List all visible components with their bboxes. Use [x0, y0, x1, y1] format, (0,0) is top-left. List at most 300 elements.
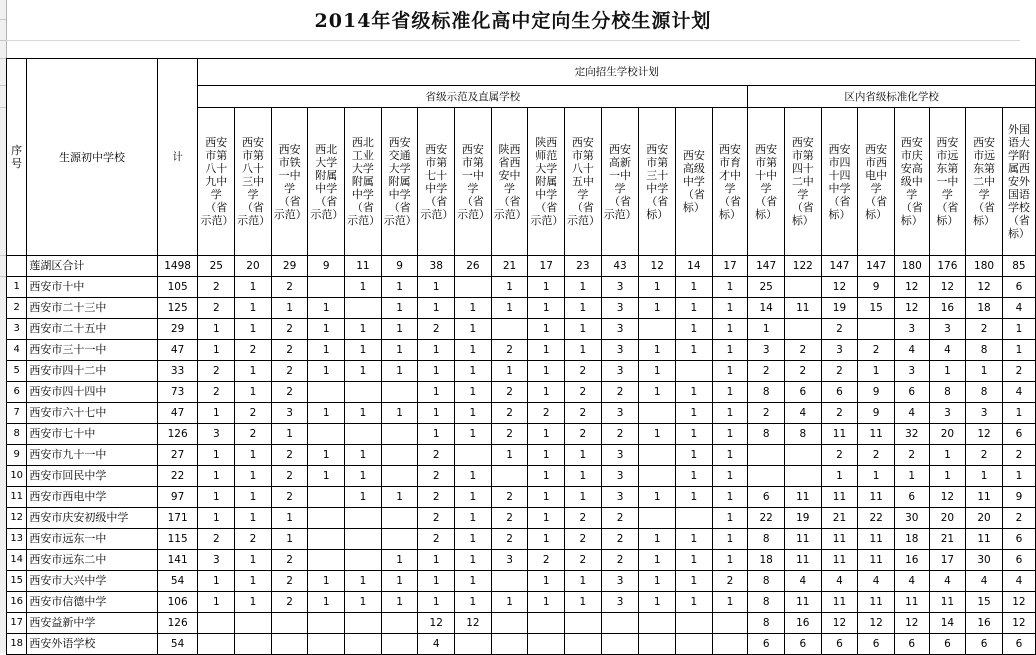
- table-cell: [676, 634, 713, 655]
- table-cell: 4: [929, 340, 966, 361]
- table-cell: [381, 529, 418, 550]
- table-cell: 1: [418, 592, 455, 613]
- table-cell: 1: [198, 403, 235, 424]
- table-cell: 1: [455, 592, 492, 613]
- table-cell: 2: [418, 319, 455, 340]
- row-school-name: 西安市六十七中: [27, 403, 157, 424]
- header-school-12: 西安高新一中学（省示范）: [601, 108, 639, 256]
- table-cell: [455, 634, 492, 655]
- table-cell: 1: [639, 382, 676, 403]
- header-school-18: 西安市四十四中学（省标）: [821, 108, 858, 256]
- row-index: 6: [7, 382, 27, 403]
- row-total: 33: [157, 361, 198, 382]
- table-cell: [528, 634, 565, 655]
- table-cell: [308, 508, 345, 529]
- table-cell: 1: [712, 529, 748, 550]
- table-cell: 1: [381, 550, 418, 571]
- table-cell: 1: [235, 298, 272, 319]
- table-cell: 11: [784, 487, 821, 508]
- table-cell: 1: [455, 424, 492, 445]
- table-cell: 2: [528, 403, 565, 424]
- table-cell: 1: [455, 319, 492, 340]
- table-cell: 6: [894, 634, 929, 655]
- row-school-name: 西安市庆安初级中学: [27, 508, 157, 529]
- table-cell: 4: [821, 571, 858, 592]
- row-school-name: 西安市大兴中学: [27, 571, 157, 592]
- table-cell: 3: [894, 361, 929, 382]
- table-cell: 1: [198, 487, 235, 508]
- table-cell: 1: [271, 508, 308, 529]
- table-cell: 2: [601, 382, 639, 403]
- table-cell: 4: [929, 571, 966, 592]
- table-cell: 2: [271, 319, 308, 340]
- row-index: 16: [7, 592, 27, 613]
- header-school-9: 陕西省西安中学（省示范）: [491, 108, 528, 256]
- table-cell: 11: [821, 529, 858, 550]
- table-cell: 2: [235, 403, 272, 424]
- table-cell: [345, 529, 382, 550]
- table-cell: 1: [565, 592, 602, 613]
- table-cell: [308, 550, 345, 571]
- header-plan: 定向招生学校计划: [198, 59, 1036, 86]
- table-cell: 2: [821, 361, 858, 382]
- table-cell: 2: [198, 298, 235, 319]
- table-cell: [601, 634, 639, 655]
- table-cell: 2: [601, 550, 639, 571]
- table-cell: 3: [601, 319, 639, 340]
- table-cell: 1: [308, 340, 345, 361]
- table-cell: 6: [1002, 277, 1035, 298]
- table-cell: 1: [235, 592, 272, 613]
- table-cell: 1: [712, 277, 748, 298]
- table-row: [7, 340, 1036, 361]
- table-cell: [308, 529, 345, 550]
- table-cell: 2: [271, 361, 308, 382]
- table-row: [7, 634, 1036, 655]
- table-cell: 1: [565, 571, 602, 592]
- total-cell: 12: [639, 256, 676, 277]
- total-cell: 17: [528, 256, 565, 277]
- table-cell: 1: [455, 403, 492, 424]
- table-cell: 2: [565, 424, 602, 445]
- table-cell: 17: [929, 550, 966, 571]
- table-cell: 3: [601, 298, 639, 319]
- row-total: 54: [157, 571, 198, 592]
- table-cell: [676, 613, 713, 634]
- row-index: 18: [7, 634, 27, 655]
- table-cell: 8: [966, 382, 1003, 403]
- header-group-district: 区内省级标准化学校: [748, 86, 1036, 108]
- table-cell: 1: [418, 361, 455, 382]
- table-cell: [198, 613, 235, 634]
- header-school-23: 外国语大学附属西安外国语学校（省标）: [1002, 108, 1035, 256]
- total-cell: 180: [966, 256, 1003, 277]
- table-cell: 1: [528, 571, 565, 592]
- table-cell: 18: [966, 298, 1003, 319]
- table-cell: 4: [784, 571, 821, 592]
- table-cell: 2: [418, 466, 455, 487]
- table-cell: [308, 424, 345, 445]
- table-cell: 1: [528, 424, 565, 445]
- table-cell: 3: [929, 319, 966, 340]
- table-cell: 1: [271, 529, 308, 550]
- table-cell: [712, 613, 748, 634]
- table-cell: 1: [528, 361, 565, 382]
- table-cell: 2: [271, 487, 308, 508]
- table-cell: 2: [271, 382, 308, 403]
- header-school-7: 西安市第七十中学（省示范）: [418, 108, 455, 256]
- row-index: 15: [7, 571, 27, 592]
- row-school-name: 西安市四十四中: [27, 382, 157, 403]
- table-cell: 12: [1002, 613, 1035, 634]
- total-label: 莲湖区合计: [27, 256, 157, 277]
- table-cell: [601, 613, 639, 634]
- table-cell: 2: [418, 508, 455, 529]
- table-cell: 11: [858, 550, 895, 571]
- table-cell: 1: [748, 319, 785, 340]
- table-cell: 21: [929, 529, 966, 550]
- table-cell: [271, 613, 308, 634]
- header-index: 序号: [7, 59, 27, 256]
- table-cell: 6: [1002, 634, 1035, 655]
- row-index: 9: [7, 445, 27, 466]
- table-cell: [381, 613, 418, 634]
- row-total: 141: [157, 550, 198, 571]
- table-cell: 2: [821, 403, 858, 424]
- row-total: 27: [157, 445, 198, 466]
- table-cell: 2: [271, 445, 308, 466]
- table-cell: 3: [601, 592, 639, 613]
- table-cell: 16: [929, 298, 966, 319]
- table-cell: 1: [821, 466, 858, 487]
- table-cell: 12: [858, 613, 895, 634]
- table-cell: 1: [565, 319, 602, 340]
- total-cell: 20: [235, 256, 272, 277]
- table-cell: 1: [712, 445, 748, 466]
- table-cell: 12: [929, 487, 966, 508]
- table-cell: 2: [418, 487, 455, 508]
- table-cell: 3: [271, 403, 308, 424]
- table-cell: 1: [1002, 403, 1035, 424]
- header-source-school: 生源初中学校: [27, 59, 157, 256]
- table-cell: 18: [894, 529, 929, 550]
- table-cell: 1: [235, 466, 272, 487]
- total-cell: 9: [308, 256, 345, 277]
- row-index: 10: [7, 466, 27, 487]
- row-school-name: 西安市远东一中: [27, 529, 157, 550]
- table-cell: [381, 634, 418, 655]
- blank-row: [6, 40, 1020, 59]
- table-cell: 3: [601, 340, 639, 361]
- table-cell: 1: [235, 550, 272, 571]
- table-row: [7, 445, 1036, 466]
- table-cell: 11: [858, 424, 895, 445]
- row-index: 7: [7, 403, 27, 424]
- row-total: 54: [157, 634, 198, 655]
- table-cell: 2: [271, 277, 308, 298]
- table-cell: 1: [639, 529, 676, 550]
- table-cell: [748, 445, 785, 466]
- table-cell: 3: [748, 340, 785, 361]
- header-group-provincial: 省级示范及直属学校: [198, 86, 748, 108]
- row-index: 12: [7, 508, 27, 529]
- table-cell: 1: [308, 319, 345, 340]
- table-cell: [491, 571, 528, 592]
- total-cell: 122: [784, 256, 821, 277]
- table-cell: 6: [858, 634, 895, 655]
- header-school-4: 西北大学附属中学（省示范）: [308, 108, 345, 256]
- table-cell: 1: [345, 592, 382, 613]
- table-cell: 1: [381, 487, 418, 508]
- table-cell: 2: [235, 340, 272, 361]
- table-cell: 3: [601, 466, 639, 487]
- table-cell: 1: [676, 319, 713, 340]
- total-cell: 21: [491, 256, 528, 277]
- table-cell: 2: [784, 361, 821, 382]
- table-cell: [639, 613, 676, 634]
- row-school-name: 西安益新中学: [27, 613, 157, 634]
- table-cell: 22: [858, 508, 895, 529]
- table-cell: 11: [858, 592, 895, 613]
- table-cell: 8: [966, 340, 1003, 361]
- table-cell: 1: [676, 529, 713, 550]
- table-cell: 1: [198, 319, 235, 340]
- table-cell: 1: [528, 487, 565, 508]
- table-cell: 30: [894, 508, 929, 529]
- table-cell: 1: [235, 277, 272, 298]
- table-cell: 6: [821, 382, 858, 403]
- table-cell: 12: [418, 613, 455, 634]
- table-cell: 1: [418, 277, 455, 298]
- table-row: [7, 319, 1036, 340]
- table-cell: 1: [235, 382, 272, 403]
- table-cell: 4: [894, 403, 929, 424]
- table-cell: 1: [345, 277, 382, 298]
- table-cell: 14: [748, 298, 785, 319]
- table-cell: 1: [381, 361, 418, 382]
- table-cell: 3: [601, 277, 639, 298]
- table-cell: 1: [528, 298, 565, 319]
- table-row: [7, 550, 1036, 571]
- row-index: 17: [7, 613, 27, 634]
- table-cell: 6: [748, 634, 785, 655]
- table-cell: 1: [455, 382, 492, 403]
- table-cell: 2: [491, 382, 528, 403]
- table-cell: 1: [894, 466, 929, 487]
- total-cell: 85: [1002, 256, 1035, 277]
- table-cell: 1: [345, 361, 382, 382]
- table-cell: 1: [712, 424, 748, 445]
- table-cell: 11: [821, 592, 858, 613]
- table-cell: [381, 508, 418, 529]
- table-cell: 1: [712, 382, 748, 403]
- table-cell: 2: [784, 340, 821, 361]
- row-school-name: 西安市二十三中: [27, 298, 157, 319]
- table-cell: [748, 466, 785, 487]
- table-cell: 19: [784, 508, 821, 529]
- table-cell: [381, 424, 418, 445]
- table-cell: 1: [455, 508, 492, 529]
- table-cell: [784, 445, 821, 466]
- table-cell: 1: [528, 529, 565, 550]
- table-cell: 8: [748, 613, 785, 634]
- table-cell: 1: [455, 298, 492, 319]
- table-cell: 3: [601, 445, 639, 466]
- table-cell: 4: [418, 634, 455, 655]
- table-cell: 2: [565, 403, 602, 424]
- header-school-2: 西安市第八十三中学（省示范）: [235, 108, 272, 256]
- table-cell: 1: [565, 277, 602, 298]
- table-row: [7, 277, 1036, 298]
- table-row: [7, 424, 1036, 445]
- table-cell: 1: [639, 361, 676, 382]
- table-cell: 1: [198, 466, 235, 487]
- table-cell: [271, 634, 308, 655]
- table-cell: 2: [271, 550, 308, 571]
- table-cell: 1: [418, 298, 455, 319]
- table-cell: 3: [929, 403, 966, 424]
- table-cell: 2: [198, 277, 235, 298]
- row-total: 126: [157, 613, 198, 634]
- table-cell: 8: [748, 382, 785, 403]
- row-total: 29: [157, 319, 198, 340]
- table-cell: 4: [1002, 571, 1035, 592]
- table-cell: 6: [929, 634, 966, 655]
- row-total: 126: [157, 424, 198, 445]
- table-cell: 1: [565, 466, 602, 487]
- table-cell: 1: [639, 592, 676, 613]
- table-cell: 1: [565, 340, 602, 361]
- table-cell: 2: [565, 529, 602, 550]
- table-cell: 1: [455, 361, 492, 382]
- table-cell: 1: [308, 298, 345, 319]
- table-cell: 12: [821, 613, 858, 634]
- table-cell: [235, 613, 272, 634]
- table-cell: 1: [712, 403, 748, 424]
- table-cell: 3: [491, 550, 528, 571]
- table-cell: 16: [894, 550, 929, 571]
- row-school-name: 西安市远东二中: [27, 550, 157, 571]
- row-total: 73: [157, 382, 198, 403]
- table-cell: [198, 634, 235, 655]
- table-cell: 9: [858, 277, 895, 298]
- row-total: 22: [157, 466, 198, 487]
- row-school-name: 西安市四十二中: [27, 361, 157, 382]
- table-cell: 2: [418, 445, 455, 466]
- table-cell: [345, 382, 382, 403]
- table-cell: [308, 487, 345, 508]
- row-index: 4: [7, 340, 27, 361]
- table-cell: 1: [712, 487, 748, 508]
- table-cell: [491, 466, 528, 487]
- table-cell: [308, 634, 345, 655]
- table-cell: 1: [198, 592, 235, 613]
- table-cell: 11: [858, 529, 895, 550]
- total-cell: 147: [748, 256, 785, 277]
- table-cell: 2: [966, 319, 1003, 340]
- table-cell: 1: [712, 508, 748, 529]
- table-cell: 1: [858, 466, 895, 487]
- table-cell: 4: [858, 571, 895, 592]
- table-cell: 1: [198, 571, 235, 592]
- row-school-name: 西安市七十中: [27, 424, 157, 445]
- table-cell: 1: [639, 487, 676, 508]
- table-cell: 1: [676, 466, 713, 487]
- header-school-10: 陕西师范大学附属中学（省示范）: [528, 108, 565, 256]
- table-cell: 2: [418, 529, 455, 550]
- table-cell: 9: [1002, 487, 1035, 508]
- table-cell: [455, 277, 492, 298]
- table-cell: 2: [491, 487, 528, 508]
- row-total: 115: [157, 529, 198, 550]
- header-school-21: 西安市远东第一中学（省标）: [929, 108, 966, 256]
- table-cell: 1: [712, 340, 748, 361]
- table-cell: 8: [748, 592, 785, 613]
- table-cell: 1: [712, 466, 748, 487]
- table-cell: 4: [1002, 382, 1035, 403]
- table-cell: [491, 319, 528, 340]
- table-cell: 6: [1002, 424, 1035, 445]
- table-cell: 11: [966, 487, 1003, 508]
- table-row: [7, 508, 1036, 529]
- table-cell: [345, 424, 382, 445]
- table-cell: 2: [271, 340, 308, 361]
- table-cell: 2: [966, 445, 1003, 466]
- row-total: 171: [157, 508, 198, 529]
- table-cell: 1: [455, 340, 492, 361]
- total-cell: 180: [894, 256, 929, 277]
- table-cell: 1: [418, 382, 455, 403]
- table-cell: 4: [784, 403, 821, 424]
- table-cell: 2: [271, 571, 308, 592]
- table-cell: 1: [491, 361, 528, 382]
- total-cell: 43: [601, 256, 639, 277]
- table-cell: [639, 508, 676, 529]
- table-cell: 25: [748, 277, 785, 298]
- table-cell: [858, 319, 895, 340]
- header-school-14: 西安高级中学（省标）: [676, 108, 713, 256]
- table-cell: 1: [308, 571, 345, 592]
- table-cell: 22: [748, 508, 785, 529]
- table-cell: 1: [455, 466, 492, 487]
- row-total: 106: [157, 592, 198, 613]
- table-cell: 11: [821, 424, 858, 445]
- total-cell: 17: [712, 256, 748, 277]
- table-cell: 1: [418, 550, 455, 571]
- table-cell: 1: [676, 550, 713, 571]
- table-cell: [639, 634, 676, 655]
- table-cell: 1: [639, 277, 676, 298]
- table-cell: 1: [929, 445, 966, 466]
- table-cell: 2: [601, 424, 639, 445]
- table-cell: 21: [821, 508, 858, 529]
- table-row: [7, 382, 1036, 403]
- table-cell: 1: [1002, 466, 1035, 487]
- table-cell: 9: [858, 403, 895, 424]
- table-cell: 1: [491, 298, 528, 319]
- table-cell: 1: [491, 592, 528, 613]
- table-cell: 11: [784, 550, 821, 571]
- table-cell: 12: [929, 277, 966, 298]
- total-value: 1498: [157, 256, 198, 277]
- table-cell: 1: [676, 445, 713, 466]
- table-cell: 16: [784, 613, 821, 634]
- table-cell: [565, 613, 602, 634]
- table-cell: 6: [894, 382, 929, 403]
- table-cell: 12: [894, 277, 929, 298]
- header-school-17: 西安市第四十二中学（省标）: [784, 108, 821, 256]
- table-cell: 2: [712, 571, 748, 592]
